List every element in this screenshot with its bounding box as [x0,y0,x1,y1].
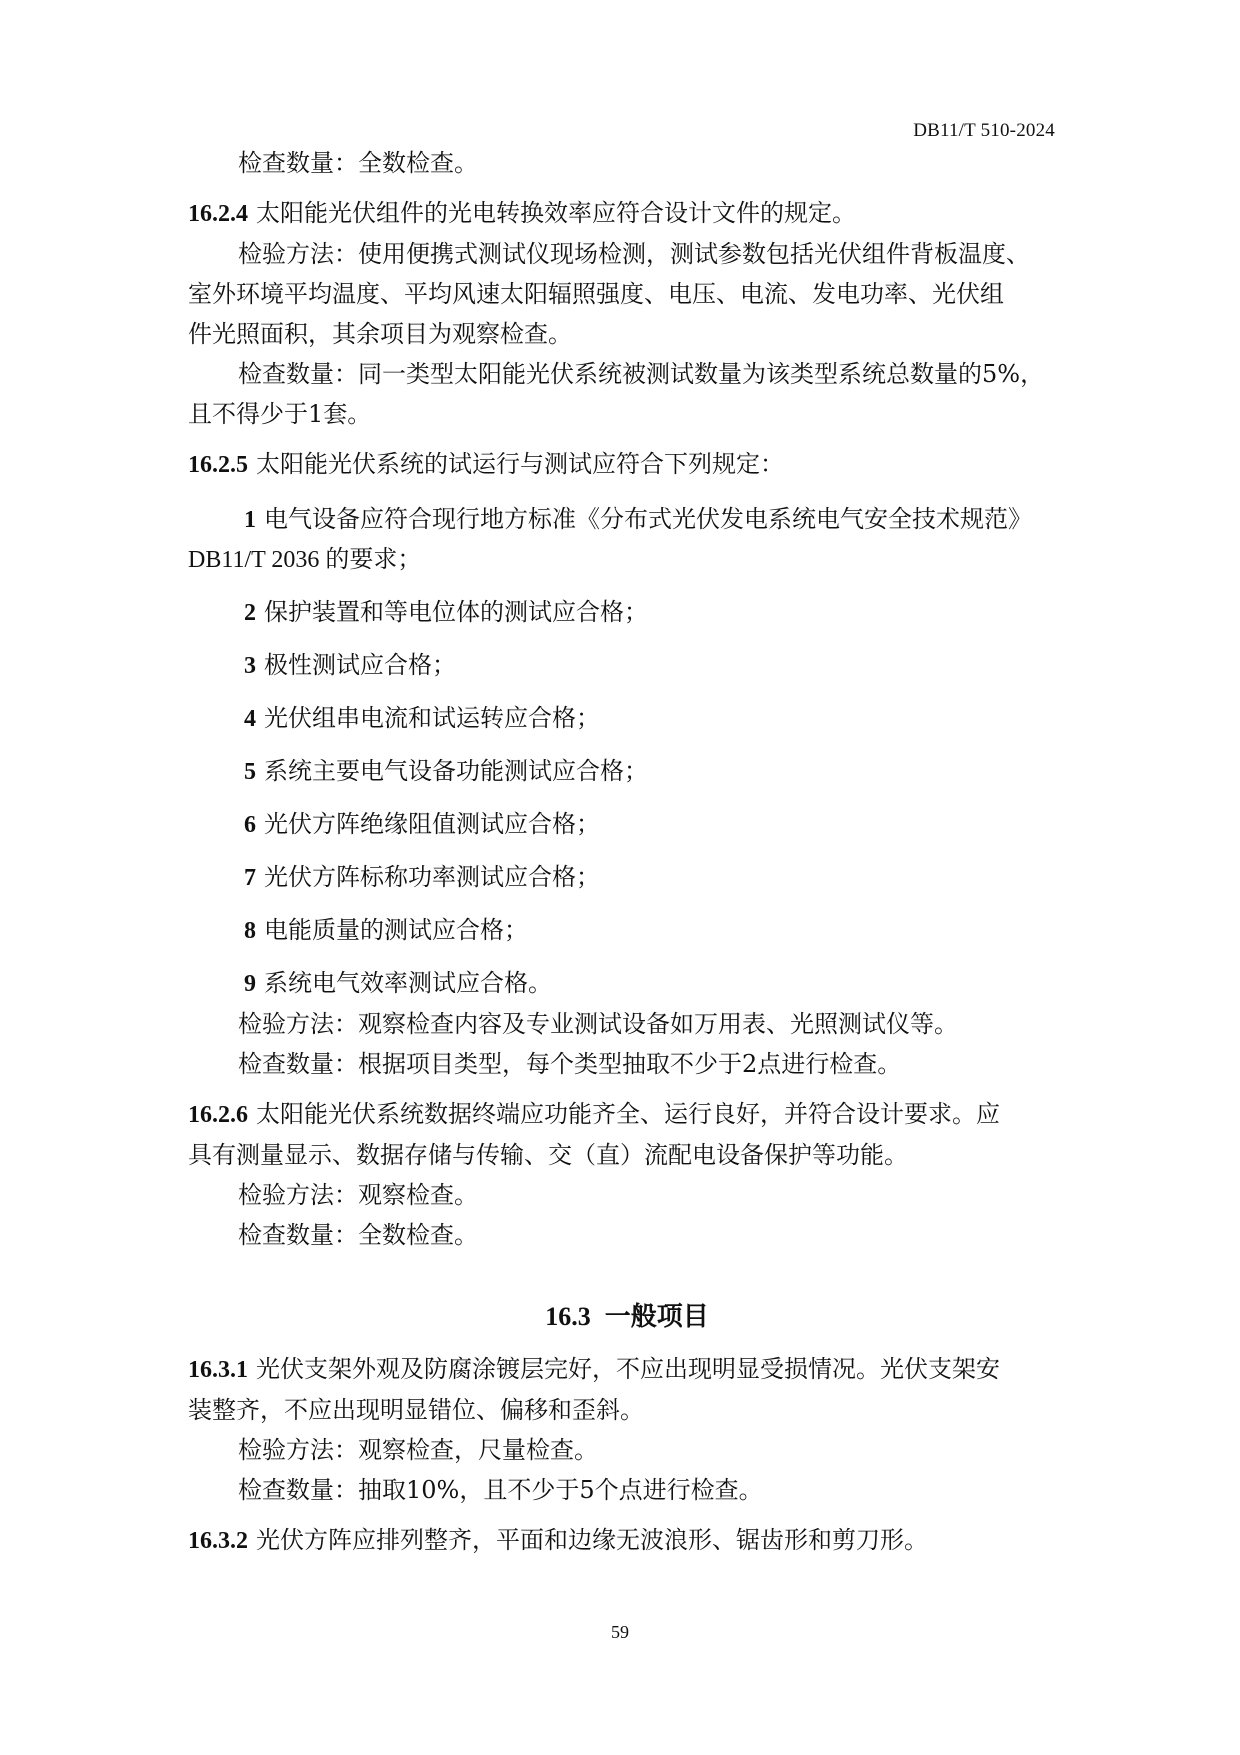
list-item [188,963,1066,1004]
list-item [188,804,1066,845]
paragraph-text: 太阳能光伏组件的光电转换效率应符合设计文件的规定。 [256,199,856,227]
spacer [188,485,1066,499]
paragraph [188,394,1066,434]
clause-paragraph [188,1520,1066,1561]
clause-paragraph [188,444,1066,485]
paragraph [188,1044,1066,1084]
list-item-text: 电气设备应符合现行地方标准《分布式光伏发电系统电气安全技术规范》 [264,505,1032,533]
paragraph-text: 装整齐，不应出现明显错位、偏移和歪斜。 [188,1396,644,1424]
list-item-text: 系统电气效率测试应合格。 [264,969,552,997]
paragraph [188,274,1066,314]
paragraph [188,234,1066,274]
list-item [188,499,1066,540]
paragraph-text: 太阳能光伏系统数据终端应功能齐全、运行良好，并符合设计要求。应 [256,1100,1000,1128]
clause-number: 16.2.4 [188,201,248,227]
clause-paragraph [188,1349,1066,1390]
paragraph [188,1175,1066,1215]
list-item-text: 光伏组串电流和试运转应合格； [264,704,600,732]
paragraph [188,1004,1066,1044]
clause-number: 16.3.1 [188,1357,248,1383]
paragraph-text: 太阳能光伏系统的试运行与测试应符合下列规定： [256,450,784,478]
page-body [188,143,1066,1561]
list-item-text: 系统主要电气设备功能测试应合格； [264,757,648,785]
paragraph [188,1135,1066,1175]
paragraph [188,1430,1066,1470]
clause-number: 16.3.2 [188,1528,248,1554]
list-item-continuation: DB11/T 2036 的要求； [188,547,422,573]
list-item [188,592,1066,633]
paragraph-text: 检查数量：全数检查。 [238,1221,478,1249]
paragraph-text: 检查数量：抽取10%，且不少于5个点进行检查。 [238,1476,763,1504]
spacer [188,183,1066,193]
spacer [188,1510,1066,1520]
page-number: 59 [611,1622,629,1642]
list-item [188,857,1066,898]
list-item-text: 光伏方阵标称功率测试应合格； [264,863,600,891]
paragraph-text: 具有测量显示、数据存储与传输、交（直）流配电设备保护等功能。 [188,1141,908,1169]
list-item-text: 电能质量的测试应合格； [264,916,528,944]
paragraph [188,314,1066,354]
paragraph-text: 检查数量：全数检查。 [238,149,478,177]
list-item-text: 极性测试应合格； [264,651,456,679]
paragraph [188,1390,1066,1430]
list-item-text: 保护装置和等电位体的测试应合格； [264,598,648,626]
clause-number: 16.2.5 [188,452,248,478]
list-item-number: 8 [244,918,256,944]
list-item-number: 9 [244,971,256,997]
paragraph-text: 检验方法：使用便携式测试仪现场检测，测试参数包括光伏组件背板温度、 [238,240,1030,268]
list-item [188,751,1066,792]
paragraph-text: 检查数量：根据项目类型，每个类型抽取不少于2点进行检查。 [238,1050,902,1078]
section-title: 一般项目 [604,1302,709,1332]
clause-number: 16.2.6 [188,1102,248,1128]
paragraph-text: 检验方法：观察检查。 [238,1181,478,1209]
list-item-number: 7 [244,865,256,891]
list-item-number: 6 [244,812,256,838]
paragraph-text: 检验方法：观察检查内容及专业测试设备如万用表、光照测试仪等。 [238,1010,958,1038]
paragraph-text: 检查数量：同一类型太阳能光伏系统被测试数量为该类型系统总数量的5%， [238,360,1045,388]
document-code: DB11/T 510-2024 [913,120,1055,141]
list-item-number: 2 [244,600,256,626]
list-item-number: 4 [244,706,256,732]
spacer [188,434,1066,444]
list-item [188,698,1066,739]
list-item-number: 3 [244,653,256,679]
list-item [188,910,1066,951]
section-heading [188,1295,1066,1339]
spacer [188,1084,1066,1094]
paragraph-text: 件光照面积，其余项目为观察检查。 [188,320,572,348]
list-item [188,645,1066,686]
list-item-number: 1 [244,507,256,533]
section-number: 16.3 [545,1302,591,1331]
paragraph [188,143,1066,183]
paragraph [188,1470,1066,1510]
list-item-text: 光伏方阵绝缘阻值测试应合格； [264,810,600,838]
paragraph-text: 且不得少于1套。 [188,400,372,428]
paragraph [188,1215,1066,1255]
paragraph-text: 光伏方阵应排列整齐，平面和边缘无波浪形、锯齿形和剪刀形。 [256,1526,928,1554]
paragraph-text: 室外环境平均温度、平均风速太阳辐照强度、电压、电流、发电功率、光伏组 [188,280,1004,308]
list-item-number: 5 [244,759,256,785]
clause-paragraph [188,193,1066,234]
paragraph [188,354,1066,394]
paragraph-text: 光伏支架外观及防腐涂镀层完好，不应出现明显受损情况。光伏支架安 [256,1355,1000,1383]
paragraph-text: 检验方法：观察检查，尺量检查。 [238,1436,598,1464]
clause-paragraph [188,1094,1066,1135]
